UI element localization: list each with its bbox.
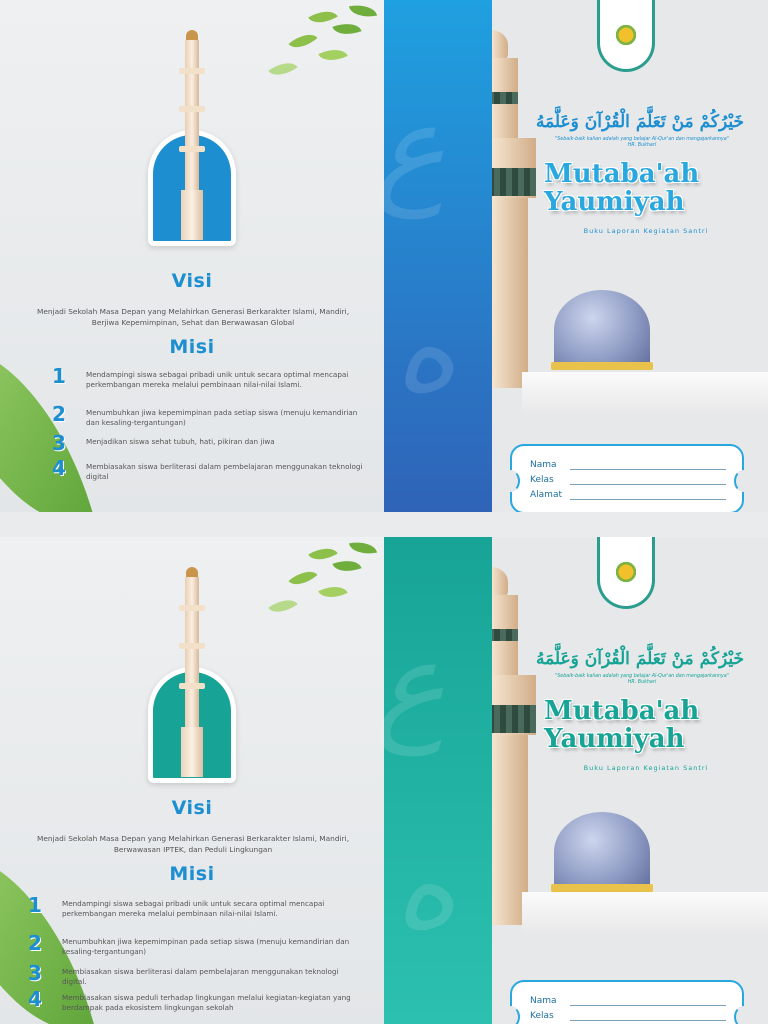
vision-mission-panel [0, 537, 384, 1024]
misi-text: Menumbuhkan jiwa kepemimpinan pada setiap siswa (menuju kemandirian dan kesaling-tergantungan) [62, 937, 350, 956]
cover-panel [492, 0, 768, 512]
cover-panel [492, 537, 768, 1024]
class-field[interactable] [570, 484, 726, 485]
misi-text: Membiasakan siswa peduli terhadap lingkungan melalui kegiatan-kegiatan yang berdampak pada ekosistem lingkungan sekolah [62, 993, 351, 1012]
misi-number: 4 [52, 456, 66, 480]
misi-text: Menjadikan siswa sehat tubuh, hati, pikiran dan jiwa [86, 437, 275, 446]
minaret-illustration [179, 557, 205, 777]
minaret-illustration [179, 20, 205, 240]
color-band [374, 0, 492, 512]
misi-number: 1 [28, 893, 42, 917]
leaf-sprig-decoration [250, 0, 384, 100]
misi-text: Mendampingi siswa sebagai pribadi unik untuk secara optimal mencapai perkembangan mereka melalui pembinaan nilai-nilai Islami. [62, 899, 325, 918]
book-subtitle: Buku Laporan Kegiatan Santri [583, 764, 709, 772]
form-row: Nama [530, 996, 726, 1011]
mosque-base-illustration [522, 372, 768, 412]
leaf-sprig-decoration [250, 537, 384, 637]
tower-illustration [492, 30, 536, 390]
misi-number: 2 [52, 402, 66, 426]
misi-number: 2 [28, 931, 42, 955]
visi-text: Menjadi Sekolah Masa Depan yang Melahirkan Generasi Berkarakter Islami, Mandiri, Berjiwa Kepemimpinan, Sehat dan Berwawasan Global [36, 307, 350, 327]
misi-item [28, 893, 362, 918]
misi-heading: Misi [169, 336, 215, 358]
mosque-dome-illustration [554, 290, 650, 370]
name-field[interactable] [570, 1005, 726, 1006]
misi-text: Menumbuhkan jiwa kepemimpinan pada setiap siswa (menuju kemandirian dan kesaling-tergantungan) [86, 408, 358, 427]
visi-text: Menjadi Sekolah Masa Depan yang Melahirkan Generasi Berkarakter Islami, Mandiri, Berwawasan IPTEK, dan Peduli Lingkungan [36, 834, 350, 854]
logo-emblem-icon [613, 22, 639, 48]
school-logo-badge [597, 0, 655, 72]
book-title: Mutaba'ah Yaumiyah [544, 159, 700, 217]
calligraphy-watermark: ع [374, 617, 446, 756]
misi-item [52, 364, 366, 389]
calligraphy-watermark: ع [374, 80, 446, 219]
color-band [374, 537, 492, 1024]
name-field[interactable] [570, 469, 726, 470]
vision-mission-panel [0, 0, 384, 512]
mosque-base-illustration [522, 892, 768, 932]
calligraphy-watermark: ه [394, 280, 457, 419]
misi-text: Membiasakan siswa berliterasi dalam pembelajaran menggunakan teknologi digital. [62, 967, 339, 986]
form-row: Alamat [530, 490, 726, 505]
visi-heading: Visi [171, 797, 213, 819]
form-row: Kelas [530, 1011, 726, 1024]
logo-emblem-icon [613, 559, 639, 585]
misi-number: 4 [28, 987, 42, 1011]
misi-heading: Misi [169, 863, 215, 885]
calligraphy-watermark: ه [394, 817, 457, 956]
school-logo-badge [597, 537, 655, 609]
misi-item [52, 402, 366, 427]
identity-form [510, 980, 744, 1024]
book-subtitle: Buku Laporan Kegiatan Santri [583, 227, 709, 235]
arabic-hadith: خَيْرُكُمْ مَنْ تَعَلَّمَ الْقُرْآنَ وَعَلَّمَهُ [535, 112, 745, 132]
form-row: Nama [530, 460, 726, 475]
misi-text: Membiasakan siswa berliterasi dalam pembelajaran menggunakan teknologi digital [86, 462, 363, 481]
identity-form [510, 444, 744, 512]
mosque-dome-illustration [554, 812, 650, 892]
misi-item [52, 456, 366, 481]
visi-heading: Visi [171, 270, 213, 292]
misi-number: 3 [52, 431, 66, 455]
misi-number: 1 [52, 364, 66, 388]
misi-number: 3 [28, 961, 42, 985]
class-field[interactable] [570, 1020, 726, 1021]
book-title: Mutaba'ah Yaumiyah [544, 696, 700, 754]
misi-text: Mendampingi siswa sebagai pribadi unik untuk secara optimal mencapai perkembangan mereka melalui pembinaan nilai-nilai Islami. [86, 370, 349, 389]
hadith-translation: "Sebaik-baik kalian adalah yang belajar Al-Qur'an dan mengajarkannya" HR. Bukhari [555, 137, 729, 148]
arabic-hadith: خَيْرُكُمْ مَنْ تَعَلَّمَ الْقُرْآنَ وَعَلَّمَهُ [535, 649, 745, 669]
tower-illustration [492, 567, 536, 927]
hadith-translation: "Sebaik-baik kalian adalah yang belajar Al-Qur'an dan mengajarkannya" HR. Bukhari [555, 674, 729, 685]
form-row: Kelas [530, 475, 726, 490]
misi-item [28, 961, 362, 986]
misi-item [28, 931, 362, 956]
misi-item [28, 987, 372, 1012]
cover-sheet-teal [0, 537, 768, 1024]
address-field[interactable] [570, 499, 726, 500]
misi-item [52, 431, 366, 455]
